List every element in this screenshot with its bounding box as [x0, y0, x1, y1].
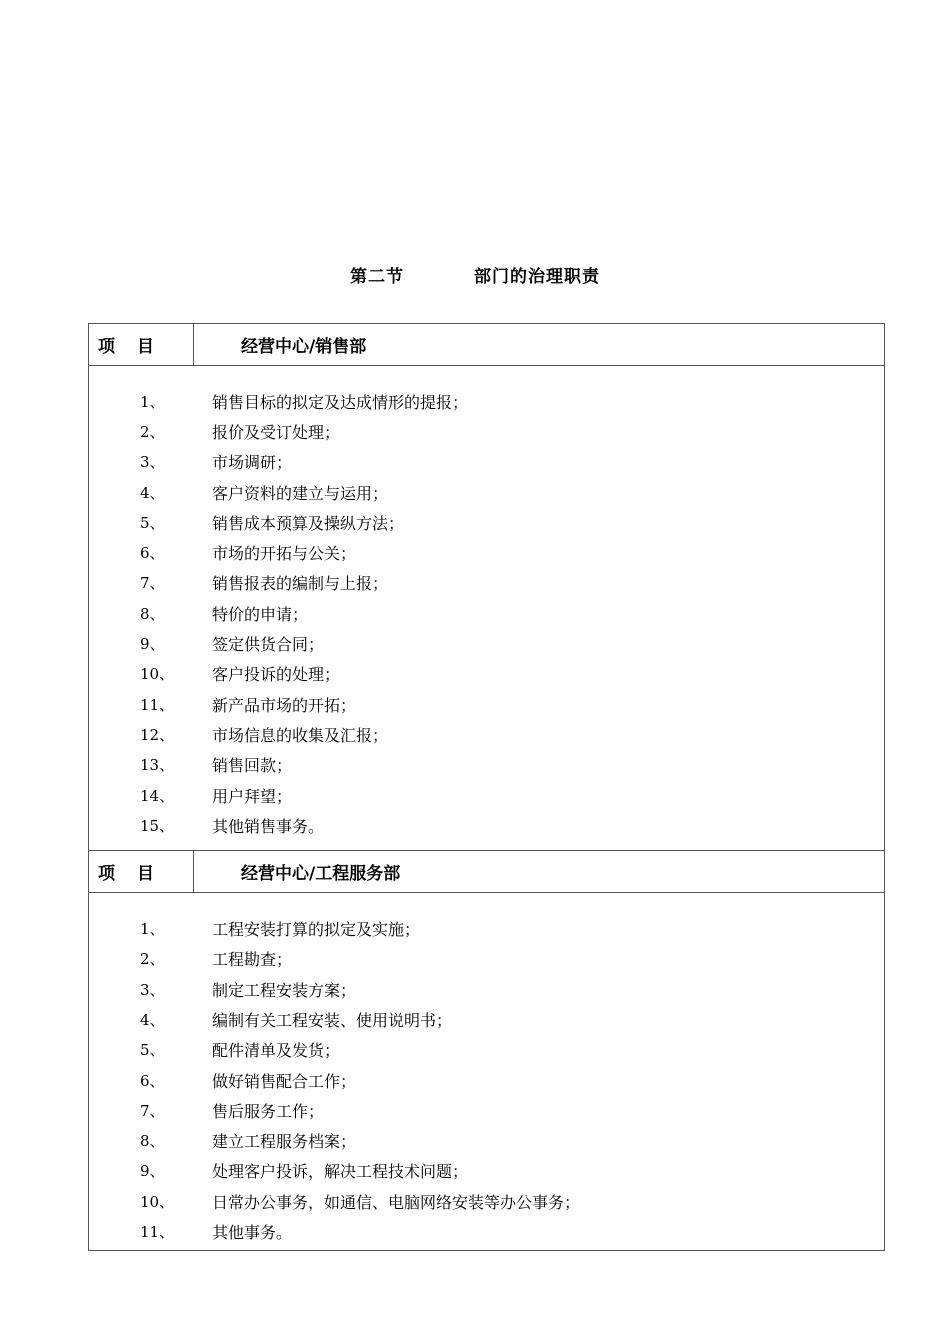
item-number: 3、	[140, 980, 165, 999]
item-text: 客户资料的建立与运用；	[212, 483, 389, 503]
item-number: 1、	[140, 920, 165, 939]
duties-cell	[89, 893, 885, 1250]
duties-list	[89, 386, 884, 840]
item-label-char-2: 目	[137, 864, 154, 885]
item-text: 工程勘查；	[212, 950, 293, 970]
item-number: 8、	[140, 604, 165, 623]
item-number: 10、	[140, 665, 175, 684]
item-label-cell	[89, 324, 194, 366]
duties-cell	[89, 366, 885, 851]
item-number: 6、	[140, 1071, 165, 1090]
item-number: 14、	[140, 786, 175, 805]
item-number: 11、	[140, 1223, 175, 1242]
item-text: 新产品市场的开拓；	[212, 695, 357, 715]
item-text: 销售报表的编制与上报；	[212, 574, 389, 594]
item-text: 其他事务。	[212, 1223, 293, 1243]
list-item	[89, 719, 884, 749]
list-item	[89, 944, 884, 974]
list-item	[89, 598, 884, 628]
item-text: 制定工程安装方案；	[212, 980, 357, 1000]
list-item	[89, 810, 884, 840]
list-item	[89, 750, 884, 780]
item-text: 销售成本预算及操纵方法；	[212, 513, 405, 533]
item-text: 其他销售事务。	[212, 816, 325, 836]
list-item	[89, 1035, 884, 1065]
list-item	[89, 628, 884, 658]
item-number: 3、	[140, 453, 165, 472]
item-number: 5、	[140, 513, 165, 532]
duties-row	[89, 366, 885, 851]
item-text: 建立工程服务档案；	[212, 1132, 357, 1152]
list-item	[89, 1095, 884, 1125]
item-text: 售后服务工作；	[212, 1101, 325, 1121]
duties-row	[89, 893, 885, 1250]
item-number: 5、	[140, 1041, 165, 1060]
item-number: 10、	[140, 1192, 175, 1211]
section-number: 第二节	[350, 267, 404, 287]
list-item	[89, 913, 884, 943]
list-item	[89, 659, 884, 689]
item-text: 市场的开拓与公关；	[212, 544, 357, 564]
item-text: 报价及受订处理；	[212, 422, 341, 442]
item-number: 4、	[140, 1010, 165, 1029]
item-number: 15、	[140, 816, 175, 835]
item-text: 日常办公事务，如通信、电脑网络安装等办公事务；	[212, 1192, 581, 1212]
item-number: 9、	[140, 635, 165, 654]
department-title: 经营中心/销售部	[194, 324, 885, 366]
item-text: 特价的申请；	[212, 604, 309, 624]
list-item	[89, 1004, 884, 1034]
item-text: 做好销售配合工作；	[212, 1071, 357, 1091]
item-text: 用户拜望；	[212, 786, 293, 806]
department-title: 经营中心/工程服务部	[194, 851, 885, 893]
duties-table	[88, 323, 885, 1251]
duties-list	[89, 913, 884, 1246]
item-text: 工程安装打算的拟定及实施；	[212, 920, 421, 940]
list-item	[89, 507, 884, 537]
item-text: 配件清单及发货；	[212, 1041, 341, 1061]
list-item	[89, 386, 884, 416]
list-item	[89, 568, 884, 598]
item-number: 7、	[140, 1101, 165, 1120]
item-number: 9、	[140, 1162, 165, 1181]
item-number: 2、	[140, 422, 165, 441]
list-item	[89, 1216, 884, 1246]
list-item	[89, 447, 884, 477]
item-number: 2、	[140, 950, 165, 969]
list-item	[89, 974, 884, 1004]
table-header-row	[89, 851, 885, 893]
section-title	[0, 262, 950, 287]
item-number: 4、	[140, 483, 165, 502]
item-text: 签定供货合同；	[212, 635, 325, 655]
list-item	[89, 1186, 884, 1216]
list-item	[89, 780, 884, 810]
section-heading: 部门的治理职责	[474, 267, 600, 287]
table-header-row	[89, 324, 885, 366]
list-item	[89, 1126, 884, 1156]
list-item	[89, 689, 884, 719]
list-item	[89, 537, 884, 567]
item-text: 处理客户投诉，解决工程技术问题；	[212, 1162, 469, 1182]
item-text: 市场信息的收集及汇报；	[212, 725, 389, 745]
item-label-char-1: 项	[98, 864, 115, 885]
item-text: 销售回款；	[212, 756, 293, 776]
item-number: 12、	[140, 725, 175, 744]
item-text: 编制有关工程安装、使用说明书；	[212, 1010, 453, 1030]
item-number: 7、	[140, 574, 165, 593]
list-item	[89, 1156, 884, 1186]
item-text: 市场调研；	[212, 453, 293, 473]
item-label-char-1: 项	[98, 337, 115, 357]
list-item	[89, 416, 884, 446]
item-number: 8、	[140, 1132, 165, 1151]
item-number: 1、	[140, 392, 165, 411]
item-text: 客户投诉的处理；	[212, 665, 341, 685]
item-number: 13、	[140, 756, 175, 775]
item-label-cell	[89, 851, 194, 893]
list-item	[89, 1065, 884, 1095]
item-label-char-2: 目	[137, 337, 154, 357]
item-number: 6、	[140, 544, 165, 563]
list-item	[89, 477, 884, 507]
item-text: 销售目标的拟定及达成情形的提报；	[212, 392, 469, 412]
item-number: 11、	[140, 695, 175, 714]
